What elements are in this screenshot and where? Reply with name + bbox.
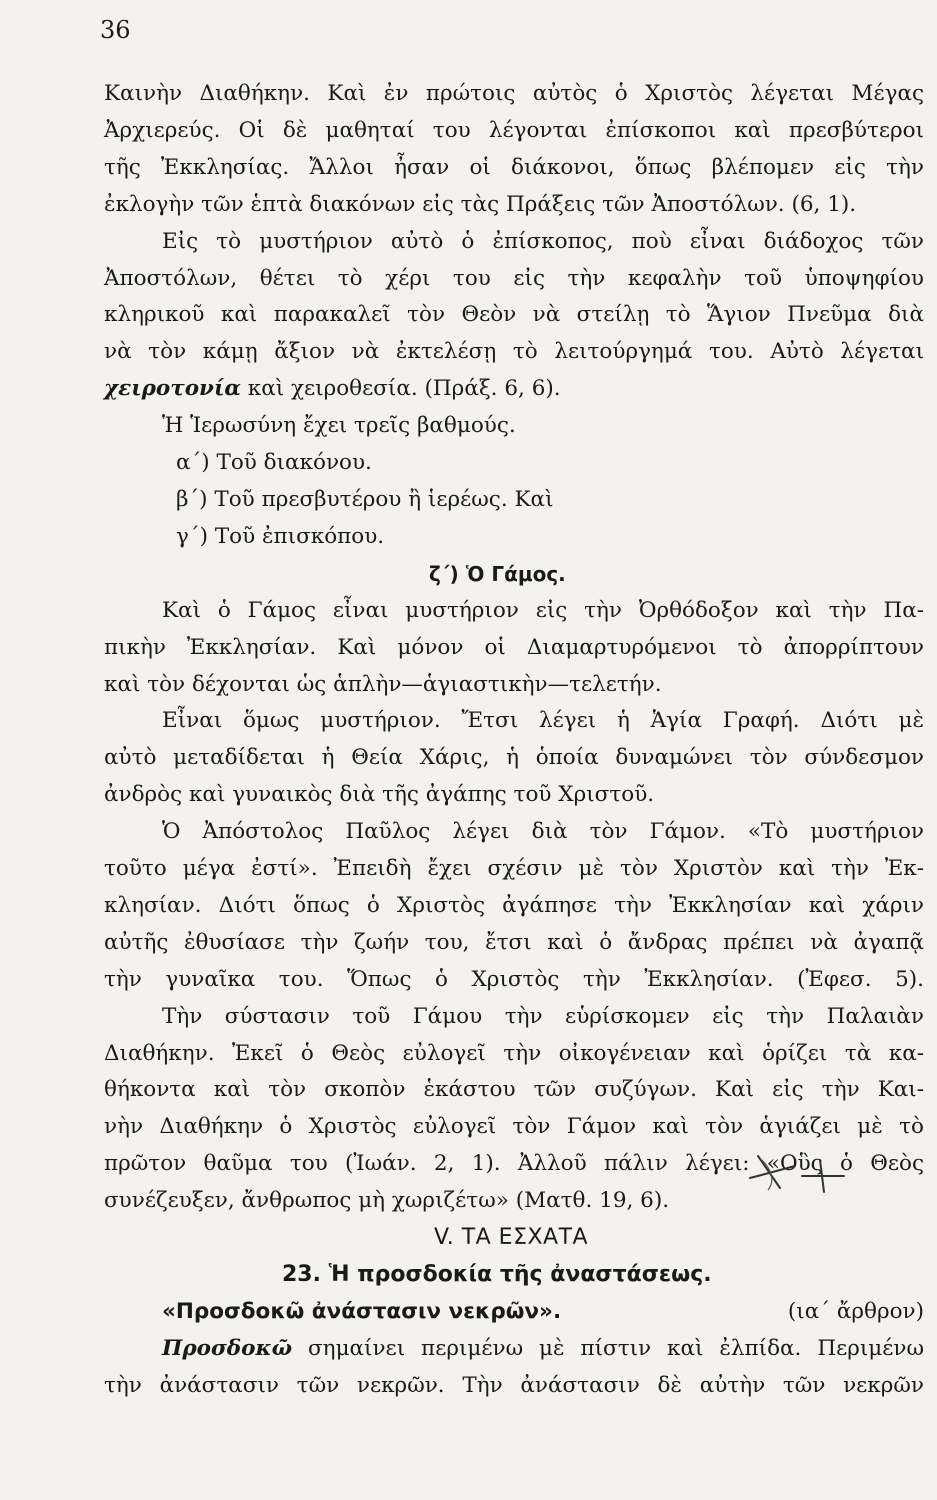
text-line: Ὁ Ἀπόστολος Παῦλος λέγει διὰ τὸν Γάμον. «Τὸ μυστήριον [162,819,924,845]
list-item: α΄) Τοῦ διακόνου. [176,450,372,476]
subsection-heading: ζ΄) Ὁ Γάμος. [429,561,566,586]
chapter-heading: V. ΤΑ ΕΣΧΑΤΑ [434,1225,589,1251]
text-line: συνέζευξεν, ἄνθρωπος μὴ χωριζέτω» (Ματθ. 19, 6). [104,1188,670,1214]
section-heading: 23. Ἡ προσδοκία τῆς ἀναστάσεως. [282,1262,712,1287]
page-number: 36 [100,16,131,44]
text-line: τῆς Ἐκκλησίας. Ἄλλοι ἦσαν οἱ διάκονοι, ὅπως βλέπομεν εἰς τὴν [104,154,924,180]
text-line: Ἀποστόλων, θέτει τὸ χέρι του εἰς τὴν κεφαλὴν τοῦ ὑποψηφίου [104,265,924,291]
text-line: πρῶτον θαῦμα του (Ἰωάν. 2, 1). Ἀλλοῦ πάλιν λέγει: «Οὓς ὁ Θεὸς [104,1151,924,1177]
text-line: Τὴν σύστασιν τοῦ Γάμου τὴν εὑρίσκομεν εἰς τὴν Παλαιὰν [162,1003,924,1029]
text-line: πικὴν Ἐκκλησίαν. Καὶ μόνον οἱ Διαμαρτυρόμενοι τὸ ἀπορρίπτουν [104,634,924,660]
text-line: Καινὴν Διαθήκην. Καὶ ἐν πρώτοις αὐτὸς ὁ Χριστὸς λέγεται Μέγας [104,81,924,106]
text-fragment: σημαίνει περιμένω μὲ πίστιν καὶ ἐλπίδα. Περιμένω [292,1335,924,1361]
list-item: γ΄) Τοῦ ἐπισκόπου. [176,523,385,549]
text-line: Εἰς τὸ μυστήριον αὐτὸ ὁ ἐπίσκοπος, ποὺ εἶναι διάδοχος τῶν [162,228,924,254]
text-line: ἐκλογὴν τῶν ἑπτὰ διακόνων εἰς τὰς Πράξεις τῶν Ἀποστόλων. (6, 1). [104,191,857,217]
list-item: β΄) Τοῦ πρεσβυτέρου ἢ ἱερέως. Καὶ [176,486,554,512]
text-line: Διαθήκην. Ἐκεῖ ὁ Θεὸς εὐλογεῖ τὴν οἰκογένειαν καὶ ὁρίζει τὰ κα- [104,1040,924,1066]
text-line: κλησίαν. Διότι ὅπως ὁ Χριστὸς ἀγάπησε τὴν Ἐκκλησίαν καὶ χάριν [104,892,924,918]
text-line: τὴν γυναῖκα του. Ὅπως ὁ Χριστὸς τὴν Ἐκκλησίαν. (Ἐφεσ. 5). [104,966,924,992]
text-line: καὶ τὸν δέχονται ὡς ἁπλὴν—ἁγιαστικὴν—τελετήν. [104,671,662,697]
text-line: ἀνδρὸς καὶ γυναικὸς διὰ τῆς ἀγάπης τοῦ Χριστοῦ. [104,782,655,808]
text-line: τοῦτο μέγα ἐστί». Ἐπειδὴ ἔχει σχέσιν μὲ τὸν Χριστὸν καὶ τὴν Ἐκ- [104,856,924,882]
text-line: νὴν Διαθήκην ὁ Χριστὸς εὐλογεῖ τὸν Γάμον καὶ τὸν ἁγιάζει μὲ τὸ [104,1114,924,1140]
article-reference: (ια΄ ἄρθρον) [787,1298,924,1324]
text-line: Ἀρχιερεύς. Οἱ δὲ μαθηταί του λέγονται ἐπίσκοποι καὶ πρεσβύτεροι [104,117,924,143]
text-line [104,1331,924,1368]
text-line: αὐτῆς ἐθυσίασε τὴν ζωήν του, ἔτσι καὶ ὁ ἄνδρας πρέπει νὰ ἀγαπᾷ [104,929,924,955]
body-text [104,76,924,1405]
handwritten-mark-icon [740,1148,850,1198]
text-line: Ἡ Ἱερωσύνη ἔχει τρεῖς βαθμούς. [162,413,516,439]
text-line: τὴν ἀνάστασιν τῶν νεκρῶν. Τὴν ἀνάστασιν δὲ αὐτὴν τῶν νεκρῶν [104,1372,924,1398]
text-fragment: καὶ χειροθεσία. (Πράξ. 6, 6). [240,376,561,402]
creed-quote: «Προσδοκῶ ἀνάστασιν νεκρῶν». [162,1298,562,1324]
text-line: αὐτὸ μεταδίδεται ἡ Θεία Χάρις, ἡ ὁποία δυναμώνει τὸν σύνδεσμον [104,745,924,771]
text-line [104,371,924,408]
creed-article-line [104,1294,924,1331]
term-cheirotonia: χειροτονία [104,376,241,402]
text-line: Εἶναι ὅμως μυστήριον. Ἔτσι λέγει ἡ Ἁγία Γραφή. Διότι μὲ [162,708,924,734]
text-line: θήκοντα καὶ τὸν σκοπὸν ἑκάστου τῶν συζύγων. Καὶ εἰς τὴν Και- [104,1077,924,1103]
text-line: Καὶ ὁ Γάμος εἶναι μυστήριον εἰς τὴν Ὀρθόδοξον καὶ τὴν Πα- [162,597,924,623]
text-line: νὰ τὸν κάμῃ ἄξιον νὰ ἐκτελέσῃ τὸ λειτούργημά του. Αὐτὸ λέγεται [104,339,924,365]
text-line: κληρικοῦ καὶ παρακαλεῖ τὸν Θεὸν νὰ στείλῃ τὸ Ἅγιον Πνεῦμα διὰ [104,302,924,328]
term-prosdoko: Προσδοκῶ [162,1335,293,1361]
